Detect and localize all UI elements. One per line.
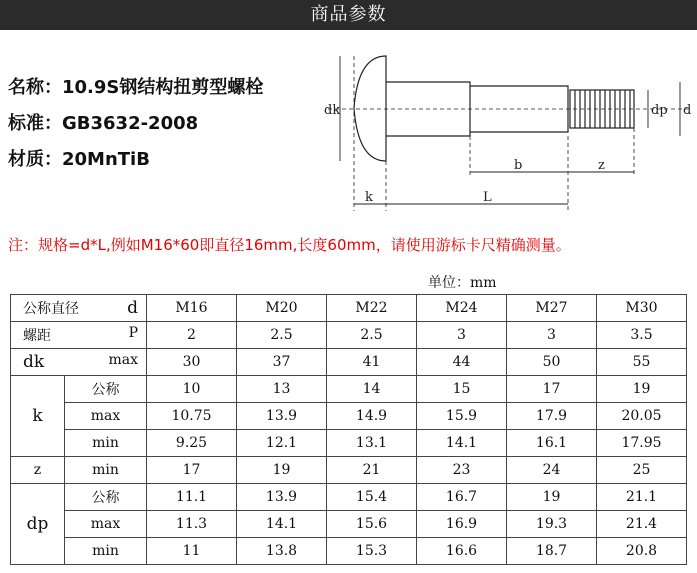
row-label-sym: dk	[23, 352, 45, 372]
row-sub-label: min	[65, 457, 147, 484]
row-sub-label: min	[65, 538, 147, 565]
table-cell: 30	[147, 349, 237, 376]
table-cell: 13.1	[327, 430, 417, 457]
table-cell: 11.1	[147, 484, 237, 511]
row-label-sym: d	[127, 298, 138, 318]
table-cell: 14	[327, 376, 417, 403]
row-sub-label: max	[65, 403, 147, 430]
page-title: 商品参数	[310, 4, 387, 25]
label-k: k	[365, 190, 373, 205]
row-sub-label: 公称	[65, 376, 147, 403]
table-cell: 10	[147, 376, 237, 403]
table-cell: 16.9	[417, 511, 507, 538]
table-row-z	[11, 457, 687, 484]
table-cell: 17	[507, 376, 597, 403]
table-cell: 17.95	[597, 430, 687, 457]
table-row-k-max	[11, 403, 687, 430]
table-cell: 21.4	[597, 511, 687, 538]
table-cell: M30	[597, 295, 687, 322]
row-group-label-k: k	[11, 376, 65, 457]
table-cell: 16.7	[417, 484, 507, 511]
table-cell: 13.9	[237, 403, 327, 430]
table-cell: 20.05	[597, 403, 687, 430]
table-cell: 17	[147, 457, 237, 484]
label-d: d	[683, 103, 692, 118]
table-row-dp-min	[11, 538, 687, 565]
row-label-sym: P	[128, 325, 138, 341]
row-group-label-dp: dp	[11, 484, 65, 565]
table-cell: 15.6	[327, 511, 417, 538]
table-cell: 11	[147, 538, 237, 565]
table-cell: 15	[417, 376, 507, 403]
label-z: z	[598, 158, 605, 173]
table-cell: 21.1	[597, 484, 687, 511]
row-sub-label: 公称	[65, 484, 147, 511]
table-cell: 3.5	[597, 322, 687, 349]
table-cell: 20.8	[597, 538, 687, 565]
table-cell: 3	[507, 322, 597, 349]
table-cell: 18.7	[507, 538, 597, 565]
table-cell: 19	[237, 457, 327, 484]
row-label-d	[11, 295, 147, 322]
table-cell: 15.4	[327, 484, 417, 511]
product-material: 材质：20MnTiB	[8, 149, 150, 170]
table-cell: 11.3	[147, 511, 237, 538]
bolt-diagram	[318, 36, 697, 222]
table-cell: 16.6	[417, 538, 507, 565]
table-row-d	[11, 295, 687, 322]
bolt-head	[354, 56, 386, 161]
table-cell: M16	[147, 295, 237, 322]
row-label-sub: max	[108, 352, 138, 368]
table-cell: 41	[327, 349, 417, 376]
product-name: 名称：10.9S钢结构扭剪型螺栓	[8, 77, 264, 98]
table-cell: 13.8	[237, 538, 327, 565]
table-row-k-min	[11, 430, 687, 457]
row-sub-label: min	[65, 430, 147, 457]
table-cell: M24	[417, 295, 507, 322]
unit-label: 单位：mm	[428, 275, 497, 291]
table-cell: 19.3	[507, 511, 597, 538]
table-cell: 2.5	[237, 322, 327, 349]
table-cell: 2	[147, 322, 237, 349]
table-cell: 44	[417, 349, 507, 376]
table-cell: M20	[237, 295, 327, 322]
row-label-dk	[11, 349, 147, 376]
table-cell: 2.5	[327, 322, 417, 349]
table-cell: 23	[417, 457, 507, 484]
table-cell: 37	[237, 349, 327, 376]
table-cell: 55	[597, 349, 687, 376]
table-cell: 14.9	[327, 403, 417, 430]
label-L: L	[483, 190, 492, 205]
table-cell: M22	[327, 295, 417, 322]
table-cell: 15.9	[417, 403, 507, 430]
table-cell: 14.1	[237, 511, 327, 538]
label-b: b	[514, 158, 523, 173]
table-row-k-nominal	[11, 376, 687, 403]
table-cell: 13	[237, 376, 327, 403]
product-standard: 标准：GB3632-2008	[8, 113, 199, 134]
table-cell: 14.1	[417, 430, 507, 457]
product-info	[8, 70, 263, 178]
label-dp: dp	[651, 103, 668, 118]
table-cell: 12.1	[237, 430, 327, 457]
measurement-note: 注：规格=d*L,例如M16*60即直径16mm,长度60mm，请使用游标卡尺精确测量。	[8, 236, 571, 254]
spec-table	[10, 294, 687, 565]
table-cell: 10.75	[147, 403, 237, 430]
row-label-p	[11, 322, 147, 349]
table-cell: 16.1	[507, 430, 597, 457]
table-cell: 24	[507, 457, 597, 484]
table-cell: 19	[597, 376, 687, 403]
table-row-dp-max	[11, 511, 687, 538]
table-cell: 13.9	[237, 484, 327, 511]
row-label-text: 公称直径	[23, 301, 79, 317]
table-cell: 3	[417, 322, 507, 349]
table-row-dk	[11, 349, 687, 376]
row-label-z: z	[11, 457, 65, 484]
table-row-dp-nominal	[11, 484, 687, 511]
row-sub-label: max	[65, 511, 147, 538]
table-cell: 50	[507, 349, 597, 376]
table-cell: M27	[507, 295, 597, 322]
label-dk: dk	[324, 103, 341, 118]
table-cell: 19	[507, 484, 597, 511]
table-cell: 21	[327, 457, 417, 484]
table-cell: 17.9	[507, 403, 597, 430]
table-cell: 9.25	[147, 430, 237, 457]
table-cell: 15.3	[327, 538, 417, 565]
table-cell: 25	[597, 457, 687, 484]
header-bar	[0, 0, 697, 30]
table-row-p	[11, 322, 687, 349]
row-label-text: 螺距	[23, 328, 51, 344]
